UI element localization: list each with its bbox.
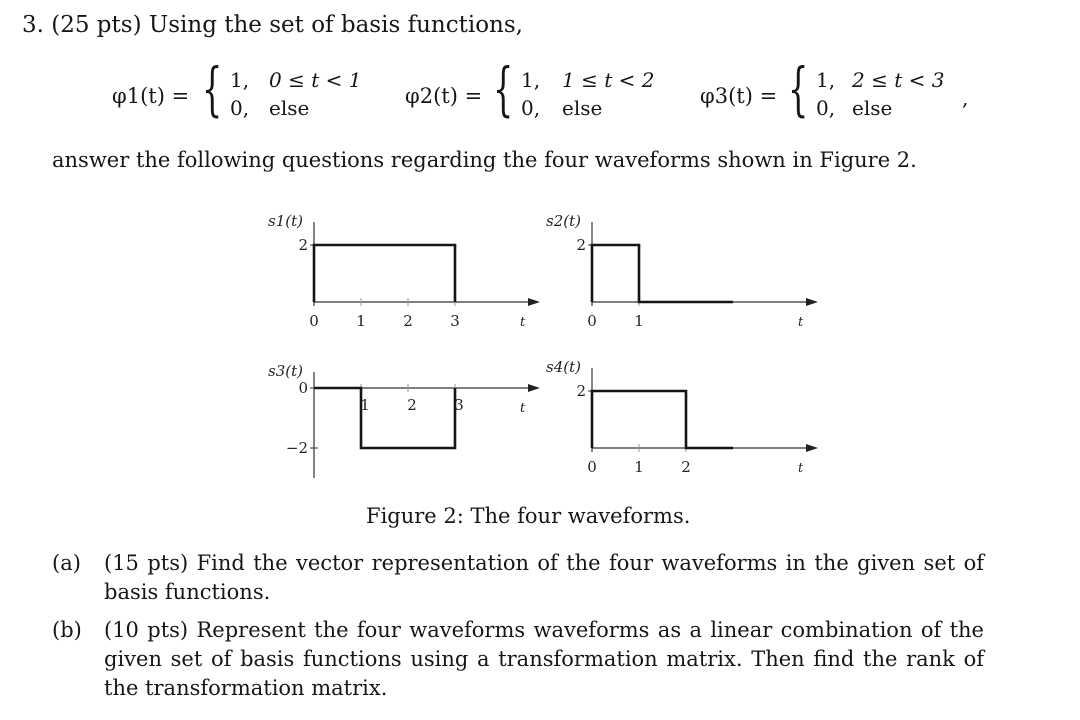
phi2-lhs: φ2(t) =	[405, 84, 483, 108]
problem-header: 3. (25 pts) Using the set of basis functions,	[22, 12, 523, 38]
problem-intro: answer the following questions regarding the four waveforms shown in Figure 2.	[52, 148, 917, 172]
phi3-case1-condition: 2 ≤ t < 3	[852, 68, 945, 92]
plot1-xtick-label: 0	[309, 312, 319, 330]
phi3-case2-condition: else	[852, 96, 893, 120]
plot1-xtick-label: 3	[450, 312, 460, 330]
part-b	[52, 616, 1042, 706]
plot3-ylabel: s3(t)	[268, 362, 303, 380]
plot4-waveform	[592, 391, 733, 448]
plot1-axis-arrow-icon	[528, 298, 540, 306]
part-a-label: (a)	[52, 551, 81, 575]
plot3-ytick-label: 0	[298, 379, 308, 397]
plot2-ytick-label: 2	[576, 236, 586, 254]
plot4-ytick-label: 2	[576, 382, 586, 400]
figure-caption: Figure 2: The four waveforms.	[366, 504, 691, 528]
plot4-ylabel: s4(t)	[546, 358, 581, 376]
plot3-xtick-label: 2	[407, 396, 417, 414]
phi1-case2-condition: else	[269, 96, 310, 120]
plot2-xtick-label: 0	[587, 312, 597, 330]
phi3-lhs: φ3(t) =	[700, 84, 778, 108]
plot1-waveform	[314, 245, 455, 302]
part-b-text: (10 pts) Represent the four waveforms waveforms as a linear combination of the given set of basis functions using a transformation matrix. Then find the rank of the transformation matrix.	[104, 618, 984, 700]
phi3-brace: {	[788, 55, 809, 123]
plot3-axis-arrow-icon	[528, 384, 540, 392]
part-b-label: (b)	[52, 618, 82, 642]
plot3-xtick-label: 3	[454, 396, 464, 414]
phi2-case2-value: 0,	[521, 96, 541, 120]
phi2-case1-value: 1,	[521, 68, 541, 92]
part-a	[52, 549, 1042, 609]
plot1-xtick-label: 2	[403, 312, 413, 330]
plot4-xtick-label: 2	[681, 458, 691, 476]
plot2-axis-var: t	[798, 315, 804, 330]
plot3-axis-var: t	[520, 401, 526, 416]
plot4-xtick-label: 1	[634, 458, 644, 476]
plot1-ylabel: s1(t)	[268, 212, 303, 230]
phi2-case1-condition: 1 ≤ t < 2	[562, 68, 655, 92]
plot2-ylabel: s2(t)	[546, 212, 581, 230]
plot1-ytick-label: 2	[298, 236, 308, 254]
plot2-waveform	[592, 245, 733, 302]
phi2-brace: {	[493, 55, 514, 123]
plot2-axis-arrow-icon	[806, 298, 818, 306]
plot3-waveform	[314, 388, 455, 448]
phi1-case2-value: 0,	[230, 96, 250, 120]
plot4-axis-var: t	[798, 461, 804, 476]
phi1-case1-condition: 0 ≤ t < 1	[269, 68, 362, 92]
phi1-brace: {	[202, 55, 223, 123]
phi3-case1-value: 1,	[816, 68, 836, 92]
phi1-lhs: φ1(t) =	[112, 84, 190, 108]
plot3-ytick-label: −2	[285, 439, 308, 457]
part-a-text: (15 pts) Find the vector representation of the four waveforms in the given set of basis functions.	[104, 551, 984, 604]
plot1-axis-var: t	[520, 315, 526, 330]
phi3-case2-value: 0,	[816, 96, 836, 120]
plot4-xtick-label: 0	[587, 458, 597, 476]
plot2-xtick-label: 1	[634, 312, 644, 330]
plot3-xtick-label: 1	[360, 396, 370, 414]
phi2-case2-condition: else	[562, 96, 603, 120]
plot4-axis-arrow-icon	[806, 444, 818, 452]
phi1-case1-value: 1,	[230, 68, 250, 92]
plot1-xtick-label: 1	[356, 312, 366, 330]
basis-trailing-comma: ,	[962, 86, 969, 110]
